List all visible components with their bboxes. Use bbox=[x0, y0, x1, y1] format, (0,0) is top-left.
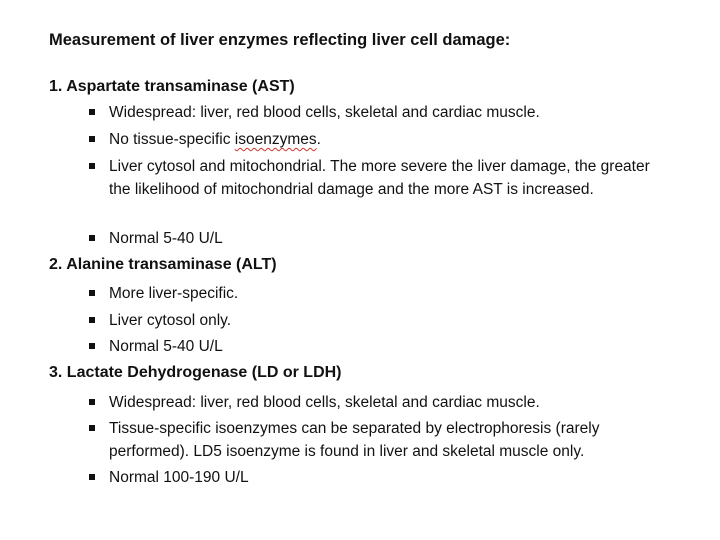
bullet-text: Tissue-specific isoenzymes can be separated by electrophoresis (rarely performed). LD5 isoenzyme is found in liver and skeletal muscle only. bbox=[109, 420, 600, 460]
square-bullet-icon bbox=[89, 290, 95, 296]
square-bullet-icon bbox=[89, 474, 95, 480]
bullet-item bbox=[109, 155, 669, 201]
bullet-text-part: No tissue-specific bbox=[109, 131, 235, 148]
bullet-text-part: . bbox=[316, 131, 321, 148]
square-bullet-icon bbox=[89, 109, 95, 115]
bullet-item bbox=[109, 227, 669, 250]
bullet-text: Normal 5-40 U/L bbox=[109, 338, 223, 355]
section-heading-alt: 2. Alanine transaminase (ALT) bbox=[49, 256, 277, 273]
spellcheck-flagged-word: isoenzymes bbox=[234, 131, 317, 148]
square-bullet-icon bbox=[89, 399, 95, 405]
square-bullet-icon bbox=[89, 317, 95, 323]
bullet-text: Normal 5-40 U/L bbox=[109, 230, 223, 247]
bullet-item bbox=[109, 282, 669, 305]
bullet-text: Widespread: liver, red blood cells, skeletal and cardiac muscle. bbox=[109, 104, 540, 121]
square-bullet-icon bbox=[89, 425, 95, 431]
bullet-item bbox=[109, 417, 669, 463]
bullet-item bbox=[109, 466, 669, 489]
bullet-item bbox=[109, 101, 669, 124]
bullet-item bbox=[109, 335, 669, 358]
bullet-item bbox=[109, 391, 669, 414]
bullet-text: Normal 100-190 U/L bbox=[109, 469, 249, 486]
bullet-item bbox=[109, 309, 669, 332]
bullet-text: Liver cytosol and mitochondrial. The more severe the liver damage, the greater the likelihood of mitochondrial damage and the more AST is increased. bbox=[109, 158, 650, 198]
section-heading-ast: 1. Aspartate transaminase (AST) bbox=[49, 78, 295, 95]
bullet-item bbox=[109, 128, 669, 151]
bullet-text: Liver cytosol only. bbox=[109, 312, 232, 329]
square-bullet-icon bbox=[89, 136, 95, 142]
square-bullet-icon bbox=[89, 235, 95, 241]
slide-title: Measurement of liver enzymes reflecting liver cell damage: bbox=[49, 31, 511, 49]
bullet-text: Widespread: liver, red blood cells, skeletal and cardiac muscle. bbox=[109, 394, 540, 411]
square-bullet-icon bbox=[89, 343, 95, 349]
square-bullet-icon bbox=[89, 163, 95, 169]
bullet-text: More liver-specific. bbox=[109, 285, 239, 302]
section-heading-ldh: 3. Lactate Dehydrogenase (LD or LDH) bbox=[49, 364, 342, 381]
